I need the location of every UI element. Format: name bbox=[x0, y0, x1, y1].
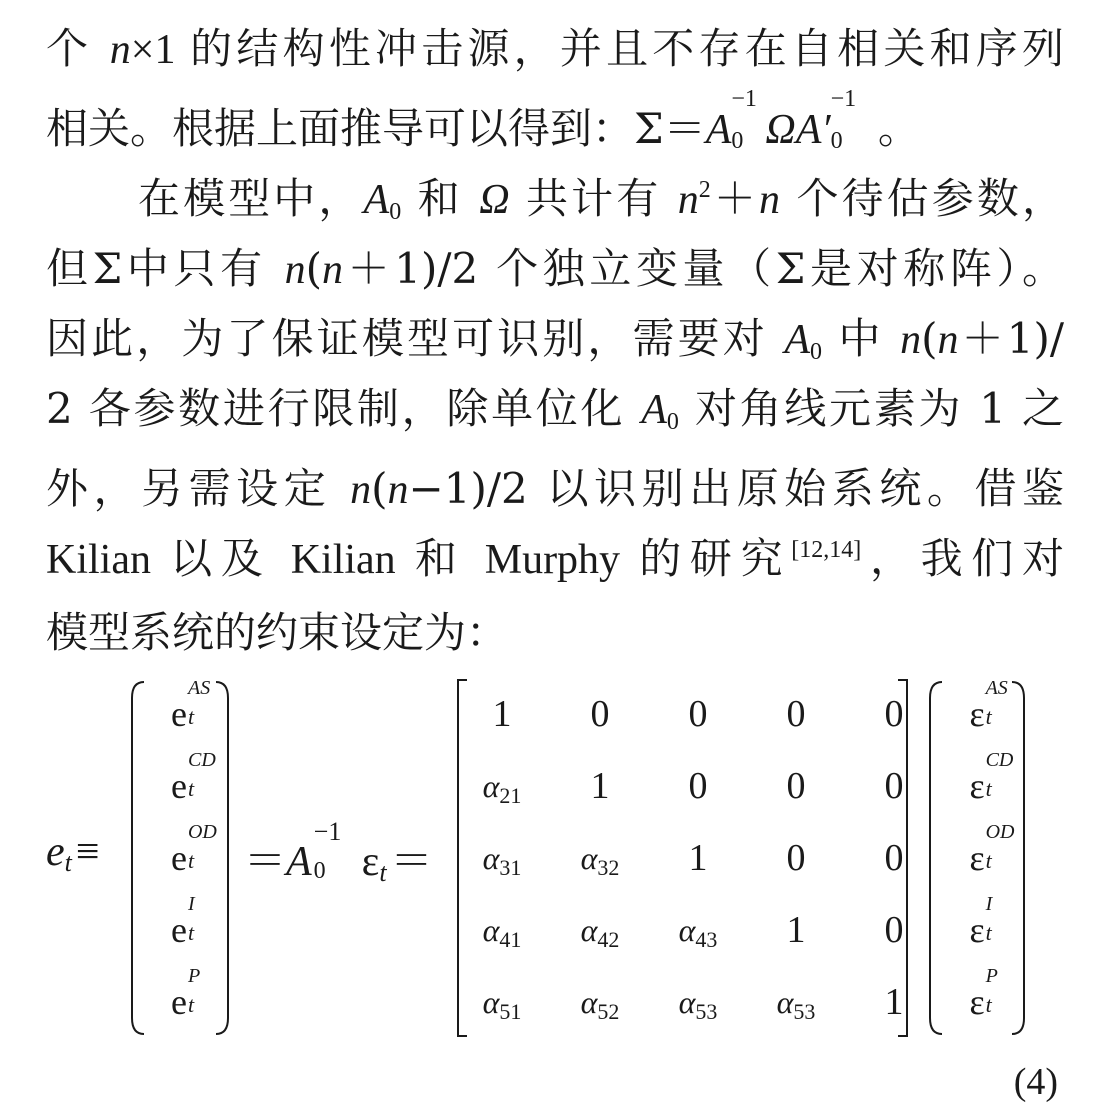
citation[interactable]: [12,14] bbox=[791, 537, 862, 563]
e-vector-entry: e P t bbox=[171, 965, 201, 1022]
right-paren-eps-vector bbox=[1010, 678, 1026, 1038]
text-line-8: Kilian 以及 Kilian 和 Murphy 的研究[12,14]，我们对 bbox=[46, 534, 1064, 583]
text-line-3: 在模型中，$A_0$ 和 Ω 共计有 $n^2+n$ 个待估参数， bbox=[138, 174, 1064, 225]
text-line-7: 外，另需设定 n(n−1)/2 以识别出原始系统。借鉴 bbox=[46, 464, 1064, 513]
matrix-cell: 0 bbox=[884, 837, 904, 879]
e-vector-entry: e CD t bbox=[171, 749, 216, 806]
matrix-cell: 1 bbox=[786, 909, 806, 951]
equation-lhs: $e_t\equiv$ bbox=[46, 829, 100, 877]
matrix-cell: $\alpha_{42}$ bbox=[580, 912, 620, 952]
matrix-cell: $\alpha_{51}$ bbox=[482, 984, 522, 1024]
matrix-cell: 0 bbox=[786, 693, 806, 735]
text-line-4: 但Σ中只有 n(n＋1)/2 个独立变量（Σ是对称阵）。 bbox=[46, 244, 1065, 293]
matrix-cell: $\alpha_{41}$ bbox=[482, 912, 522, 952]
matrix-cell: 0 bbox=[786, 765, 806, 807]
e-vector-entry: e AS t bbox=[171, 677, 211, 734]
eps-vector-entry: ε AS t bbox=[969, 677, 1008, 734]
matrix-cell: $\alpha_{31}$ bbox=[482, 840, 522, 880]
matrix-cell: 0 bbox=[884, 909, 904, 951]
matrix-cell: 1 bbox=[590, 765, 610, 807]
matrix-cell: $\alpha_{53}$ bbox=[776, 984, 816, 1024]
matrix-cell: 0 bbox=[786, 837, 806, 879]
equation-number: (4) bbox=[1013, 1061, 1058, 1103]
matrix-cell: 0 bbox=[688, 765, 708, 807]
matrix-cell: 0 bbox=[688, 693, 708, 735]
eps-vector-entry: ε P t bbox=[969, 965, 998, 1022]
e-vector-entry: e I t bbox=[171, 893, 195, 950]
eps-vector bbox=[934, 678, 1020, 1038]
matrix-cell: $\alpha_{52}$ bbox=[580, 984, 620, 1024]
matrix-cell: 0 bbox=[884, 765, 904, 807]
matrix-cell: 0 bbox=[590, 693, 610, 735]
matrix-cell: $\alpha_{43}$ bbox=[678, 912, 718, 952]
matrix-cell: 1 bbox=[492, 693, 512, 735]
text-line-2: 相关。根据上面推导可以得到：Σ＝A −1 0 ΩA′ −1 0 。 bbox=[46, 86, 920, 154]
right-paren-e-vector bbox=[214, 678, 230, 1038]
right-bracket-matrix bbox=[896, 678, 910, 1038]
text-line-9: 模型系统的约束设定为： bbox=[46, 608, 509, 657]
e-vector-entry: e OD t bbox=[171, 821, 217, 878]
matrix-cell: 1 bbox=[688, 837, 708, 879]
matrix-cell: $\alpha_{53}$ bbox=[678, 984, 718, 1024]
text-line-1: 个 n×1 的结构性冲击源，并且不存在自相关和序列 bbox=[46, 24, 1064, 73]
text-line-6: 2 各参数进行限制，除单位化 $A_0$ 对角线元素为 1 之 bbox=[46, 384, 1064, 435]
equation-block bbox=[0, 678, 1110, 1038]
eps-vector-entry: ε OD t bbox=[969, 821, 1015, 878]
matrix-cell: 0 bbox=[884, 693, 904, 735]
matrix-cell: $\alpha_{32}$ bbox=[580, 840, 620, 880]
text-line-5: 因此，为了保证模型可识别，需要对 $A_0$ 中 n(n＋1)/ bbox=[46, 314, 1064, 365]
eps-vector-entry: ε CD t bbox=[969, 749, 1014, 806]
matrix-cell: 1 bbox=[884, 981, 904, 1023]
matrix-cell: $\alpha_{21}$ bbox=[482, 768, 522, 808]
eps-vector-entry: ε I t bbox=[969, 893, 993, 950]
e-vector bbox=[136, 678, 222, 1038]
equation-middle: ＝A −1 0 $\varepsilon_t=$ bbox=[244, 817, 433, 887]
coefficient-matrix bbox=[462, 678, 904, 1038]
